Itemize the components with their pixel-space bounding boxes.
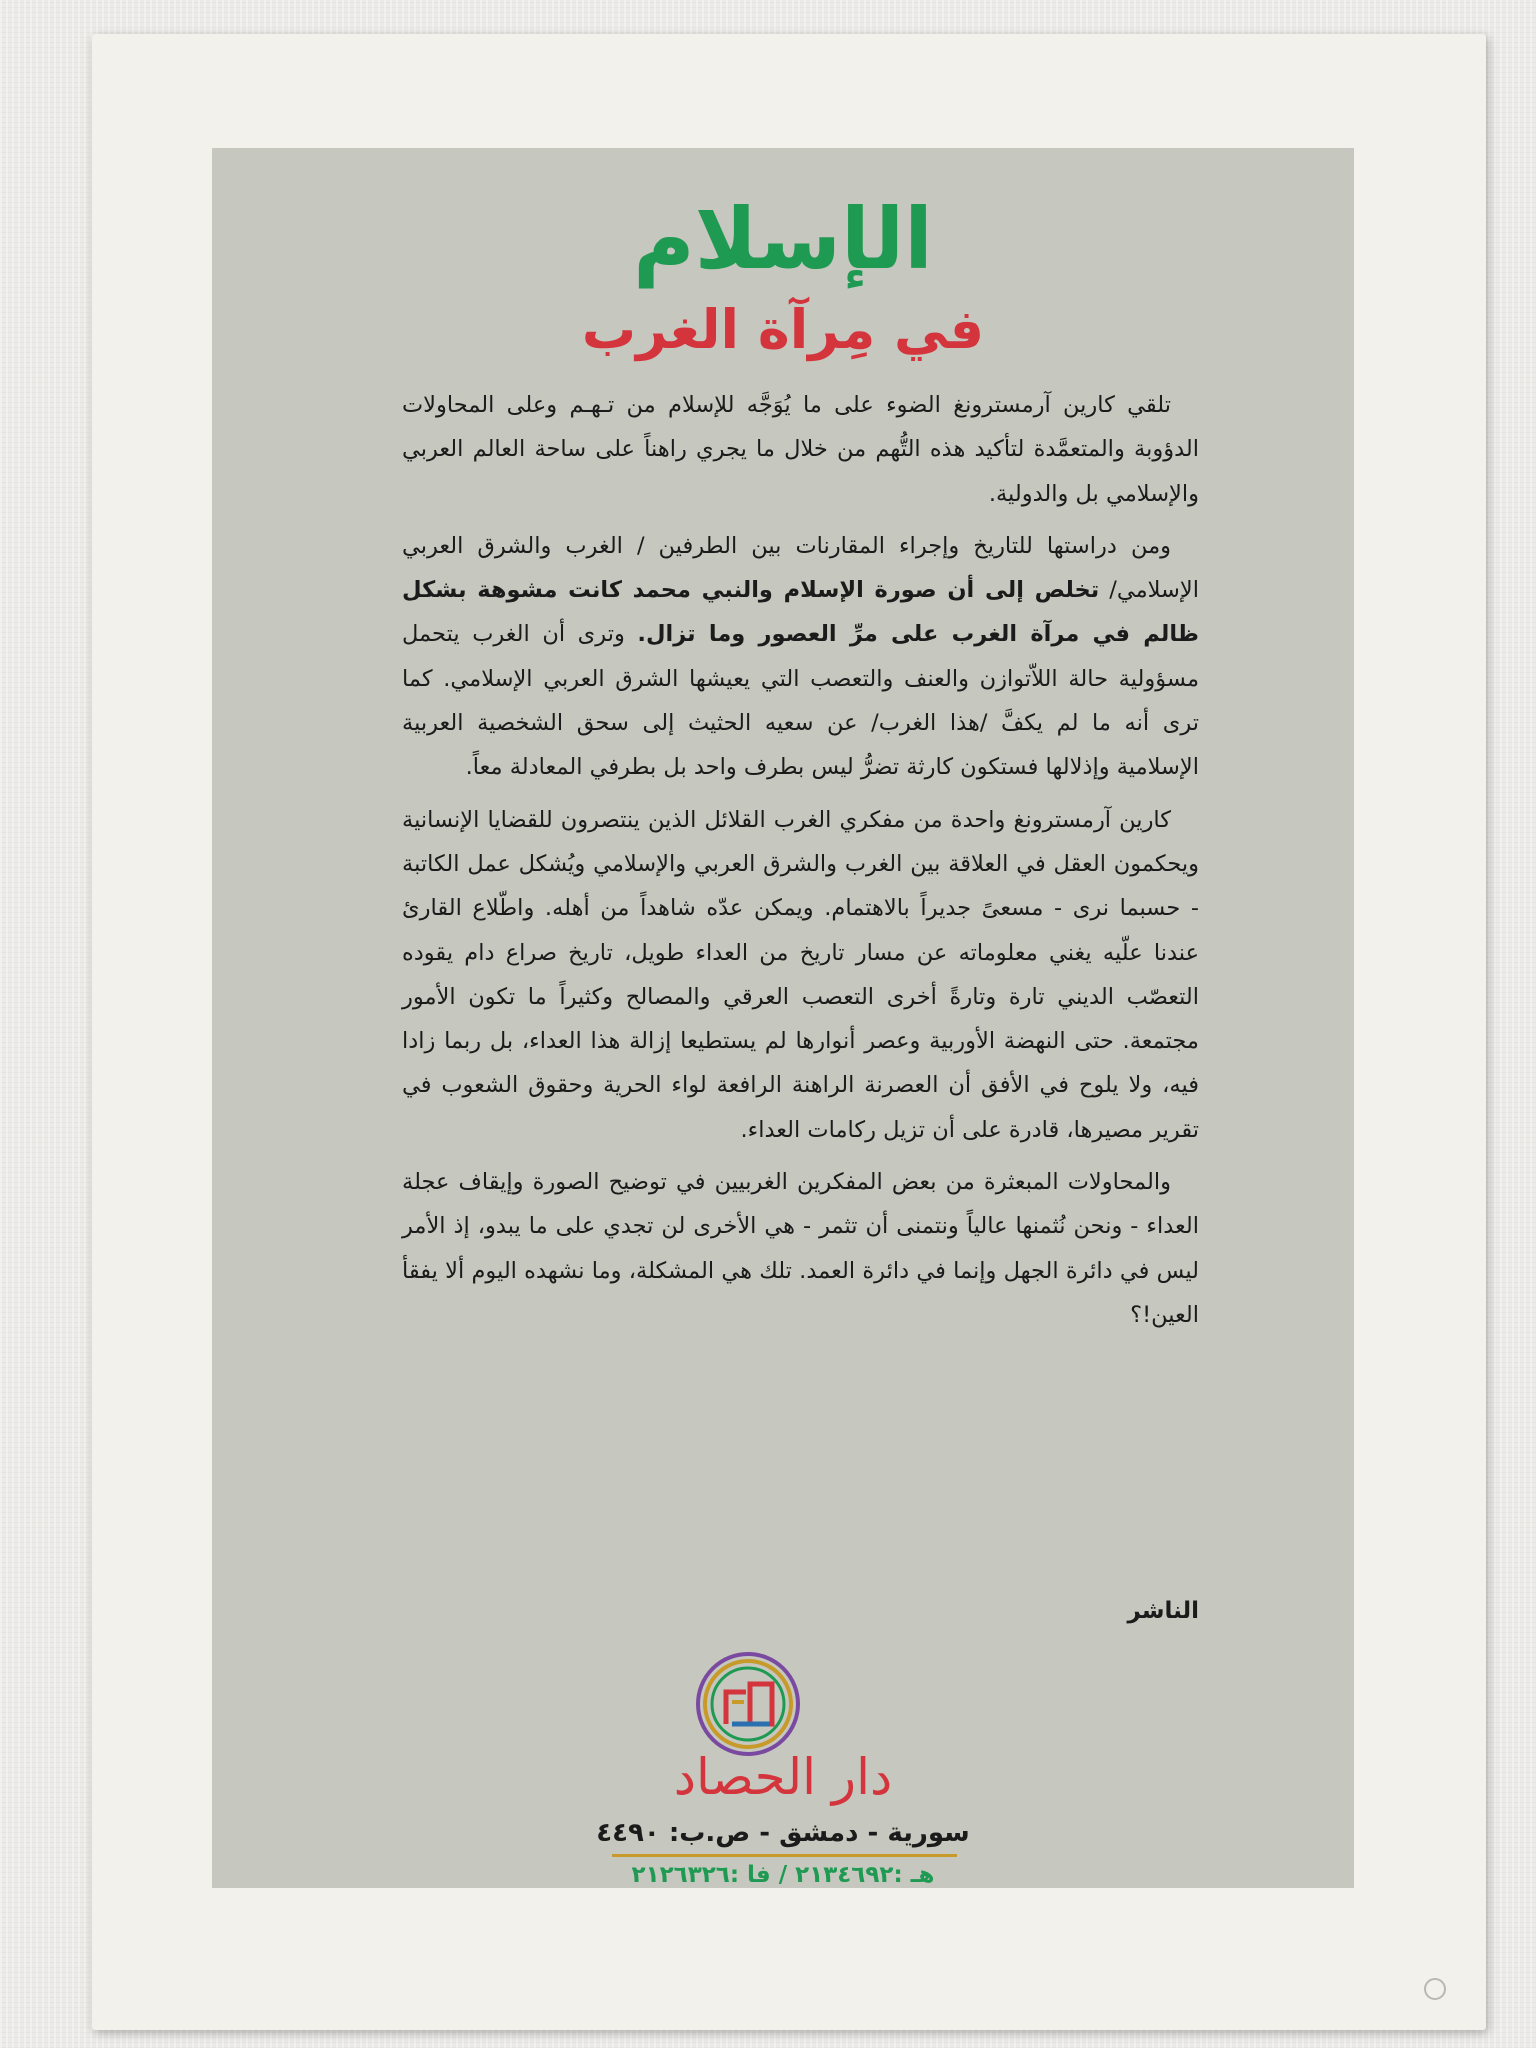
blurb-paragraph-2-bold: تخلص إلى أن صورة الإسلام والنبي محمد كانت مشوهة بشكل ظالم في مرآة الغرب على مرِّ العصور وما تزال.: [402, 577, 1199, 648]
book-title: الإسلام: [633, 190, 933, 288]
blurb-paragraph-1: تلقي كارين آرمسترونغ الضوء على ما يُوَجَّه للإسلام من تـهـم وعلى المحاولات الدؤوبة والمتعمَّدة لتأكيد هذه التُّهم من خلال ما يجري راهناً على ساحة العالم العربي والإسلامي بل والدولية.: [402, 392, 1199, 507]
blurb-paragraph-2-start: ومن دراستها للتاريخ وإجراء المقارنات بين الطرفين / الغرب والشرق العربي الإسلامي/: [402, 532, 1199, 604]
blurb-paragraph-2: [402, 524, 1199, 790]
book-subtitle: في مِرآة الغرب: [581, 298, 985, 361]
publisher-name: دار الحصاد: [673, 1748, 893, 1806]
text-panel: [212, 148, 1354, 1888]
publisher-phones: هـ :٢١٣٤٦٩٢ / فا :٢١٢٦٣٢٦: [631, 1862, 935, 1888]
blurb-paragraph-4: والمحاولات المبعثرة من بعض المفكرين الغربيين في توضيح الصورة وإيقاف عجلة العداء - ونحن نُثمنها عالياً ونتمنى أن تثمر - هي الأخرى لن تجدي على ما يبدو، إذ الأمر ليس في دائرة الجهل وإنما في دائرة العمد. تلك هي المشكلة، وما نشهده اليوم ألا يفقأ العين!؟: [402, 1169, 1199, 1328]
publisher-address: سورية - دمشق - ص.ب: ٤٤٩٠: [596, 1818, 970, 1848]
blurb-paragraph-2-end: وترى أن الغرب يتحمل مسؤولية حالة اللاّتوازن والعنف والتعصب التي يعيشها الشرق العربي الإسلامي. كما ترى أنه ما لم يكفَّ /هذا الغرب/ عن سعيه الحثيث إلى سحق الشخصية العربية الإسلامية وإذلالها فستكون كارثة تضرُّ ليس بطرف واحد بل بطرفي المعادلة معاً.: [402, 621, 1199, 781]
cover-wear-mark: [1424, 1978, 1446, 2000]
blurb-text: [402, 383, 1199, 1337]
publisher-signature: الناشر: [1127, 1598, 1199, 1624]
publisher-divider: [612, 1854, 957, 1857]
blurb-paragraph-3: كارين آرمسترونغ واحدة من مفكري الغرب القلائل الذين ينتصرون للقضايا الإنسانية ويحكمون العقل في العلاقة بين الغرب والشرق العربي والإسلامي ويُشكل عمل الكاتبة - حسبما نرى - مسعىً جديراً بالاهتمام. ويمكن عدّه شاهداً من أهله. واطّلاع القارئ عندنا علّيه يغني معلوماته عن مسار تاريخ من العداء طويل، تاريخ صراع دام يقوده التعصّب الديني تارة وتارةً أخرى التعصب العرقي والمصالح وكثيراً ما تكون الأمور مجتمعة. حتى النهضة الأوربية وعصر أنوارها لم يستطيعا إزالة هذا العداء، بل ربما زادا فيه، ولا يلوح في الأفق أن العصرنة الراهنة الرافعة لواء الحرية وحقوق الشعوب في تقرير مصيرها، قادرة على أن تزيل ركامات العداء.: [402, 806, 1199, 1143]
publisher-logo-icon: [688, 1644, 808, 1764]
